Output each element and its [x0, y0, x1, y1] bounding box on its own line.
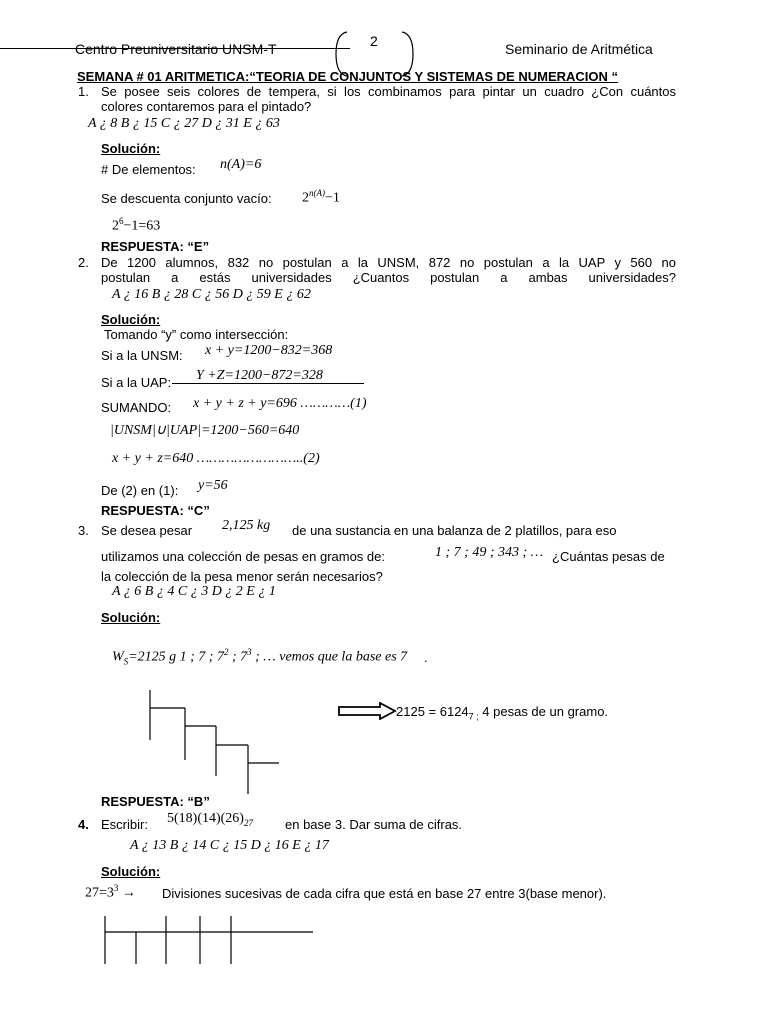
p4-math: $5(18)(14)(26)_{27}$ — [167, 811, 253, 828]
p2-step6-math: y=56 — [198, 478, 228, 493]
p2-step5-math: x + y + z=640 ……………………..(2) — [112, 451, 320, 466]
arrow-right-icon — [338, 702, 398, 720]
p1-number: 1. — [78, 84, 89, 99]
p1-solution-label: Solución: — [101, 141, 161, 156]
p2-step3-label: SUMANDO: — [101, 400, 172, 415]
p2-step3-math: x + y + z + y=696 …………(1) — [193, 396, 367, 411]
p2-step1-label: Si a la UNSM: — [101, 348, 183, 363]
p3-answer: RESPUESTA: “B” — [101, 794, 210, 809]
p3-line2-math: 1 ; 7 ; 49 ; 343 ; … — [435, 545, 544, 560]
p3-line1-a: Se desea pesar — [101, 523, 193, 538]
p4-solution-label: Solución: — [101, 864, 161, 879]
p4-step1-math: $27=3^3$ → — [85, 883, 136, 901]
p1-statement-line2: colores contaremos para el pintado? — [101, 99, 312, 114]
p2-step0: Tomando “y” como intersección: — [104, 327, 289, 342]
p3-solution-label: Solución: — [101, 610, 161, 625]
p2-solution-label: Solución: — [101, 312, 161, 327]
p4-division-table — [100, 914, 320, 966]
p3-line1-math: 2,125 kg — [222, 518, 271, 533]
p2-step2-label: Si a la UAP: — [101, 375, 172, 390]
p2-step2-underline — [172, 383, 364, 384]
p2-step2-math: Y +Z=1200−872=328 — [196, 368, 323, 383]
header-right: Seminario de Aritmética — [505, 41, 653, 57]
p1-step3-math: $2^6-1=63$ — [112, 216, 161, 234]
p4-label: Escribir: — [101, 817, 148, 832]
p3-ws-math: $W_S=2125$ g 1 ; 7 ; $7^2$ ; $7^3$ ; … vemos que la base es 7 — [112, 647, 408, 667]
p3-line1-b: de una sustancia en una balanza de 2 platillos, para eso — [292, 523, 617, 538]
p1-options: A ¿ 8 B ¿ 15 C ¿ 27 D ¿ 31 E ¿ 63 — [88, 116, 280, 131]
p2-step4-math: |UNSM|∪|UAP|=1200−560=640 — [110, 423, 300, 438]
p1-step2-label: Se descuenta conjunto vacío: — [101, 191, 272, 206]
p1-statement-line1: Se posee seis colores de tempera, si los combinamos para pintar un cuadro ¿Con cuántos — [101, 84, 676, 99]
p2-number: 2. — [78, 255, 89, 270]
p3-trailing-dot: . — [424, 650, 428, 665]
p3-result: $2125 = 6124_{7 ;}$ 4 pesas de un gramo. — [396, 704, 609, 722]
p4-rest: en base 3. Dar suma de cifras. — [285, 817, 463, 832]
p2-answer: RESPUESTA: “C” — [101, 503, 210, 518]
p3-options: A ¿ 6 B ¿ 4 C ¿ 3 D ¿ 2 E ¿ 1 — [112, 584, 276, 599]
p4-options: A ¿ 13 B ¿ 14 C ¿ 15 D ¿ 16 E ¿ 17 — [130, 838, 329, 853]
document-title: SEMANA # 01 ARITMETICA:“TEORIA DE CONJUNTOS Y SISTEMAS DE NUMERACION “ — [77, 69, 619, 84]
p1-step1-math: n(A)=6 — [220, 157, 262, 172]
p3-division-diagram — [145, 690, 285, 796]
p1-step2-math: $2^{n(A)}-1$ — [302, 188, 340, 206]
p4-number: 4. — [78, 817, 89, 832]
header-left: Centro Preuniversitario UNSM-T — [75, 41, 277, 57]
page-number: 2 — [370, 33, 378, 49]
p1-answer: RESPUESTA: “E” — [101, 239, 210, 254]
p1-step1-label: # De elementos: — [101, 162, 196, 177]
p2-options: A ¿ 16 B ¿ 28 C ¿ 56 D ¿ 59 E ¿ 62 — [112, 287, 311, 302]
p2-step6-label: De (2) en (1): — [101, 483, 179, 498]
p3-line2-b: ¿Cuántas pesas de — [552, 549, 665, 564]
p2-statement-line2: postulan a estás universidades ¿Cuantos postulan a ambas universidades? — [101, 270, 676, 285]
p2-step1-math: x + y=1200−832=368 — [205, 343, 333, 358]
p2-statement-line1: De 1200 alumnos, 832 no postulan a la UNSM, 872 no postulan a la UAP y 560 no — [101, 255, 676, 270]
p4-step1-text: Divisiones sucesivas de cada cifra que está en base 27 entre 3(base menor). — [162, 886, 607, 901]
p3-line3: la colección de la pesa menor serán necesarios? — [101, 569, 383, 584]
p3-line2-a: utilizamos una colección de pesas en gramos de: — [101, 549, 385, 564]
p3-number: 3. — [78, 523, 89, 538]
